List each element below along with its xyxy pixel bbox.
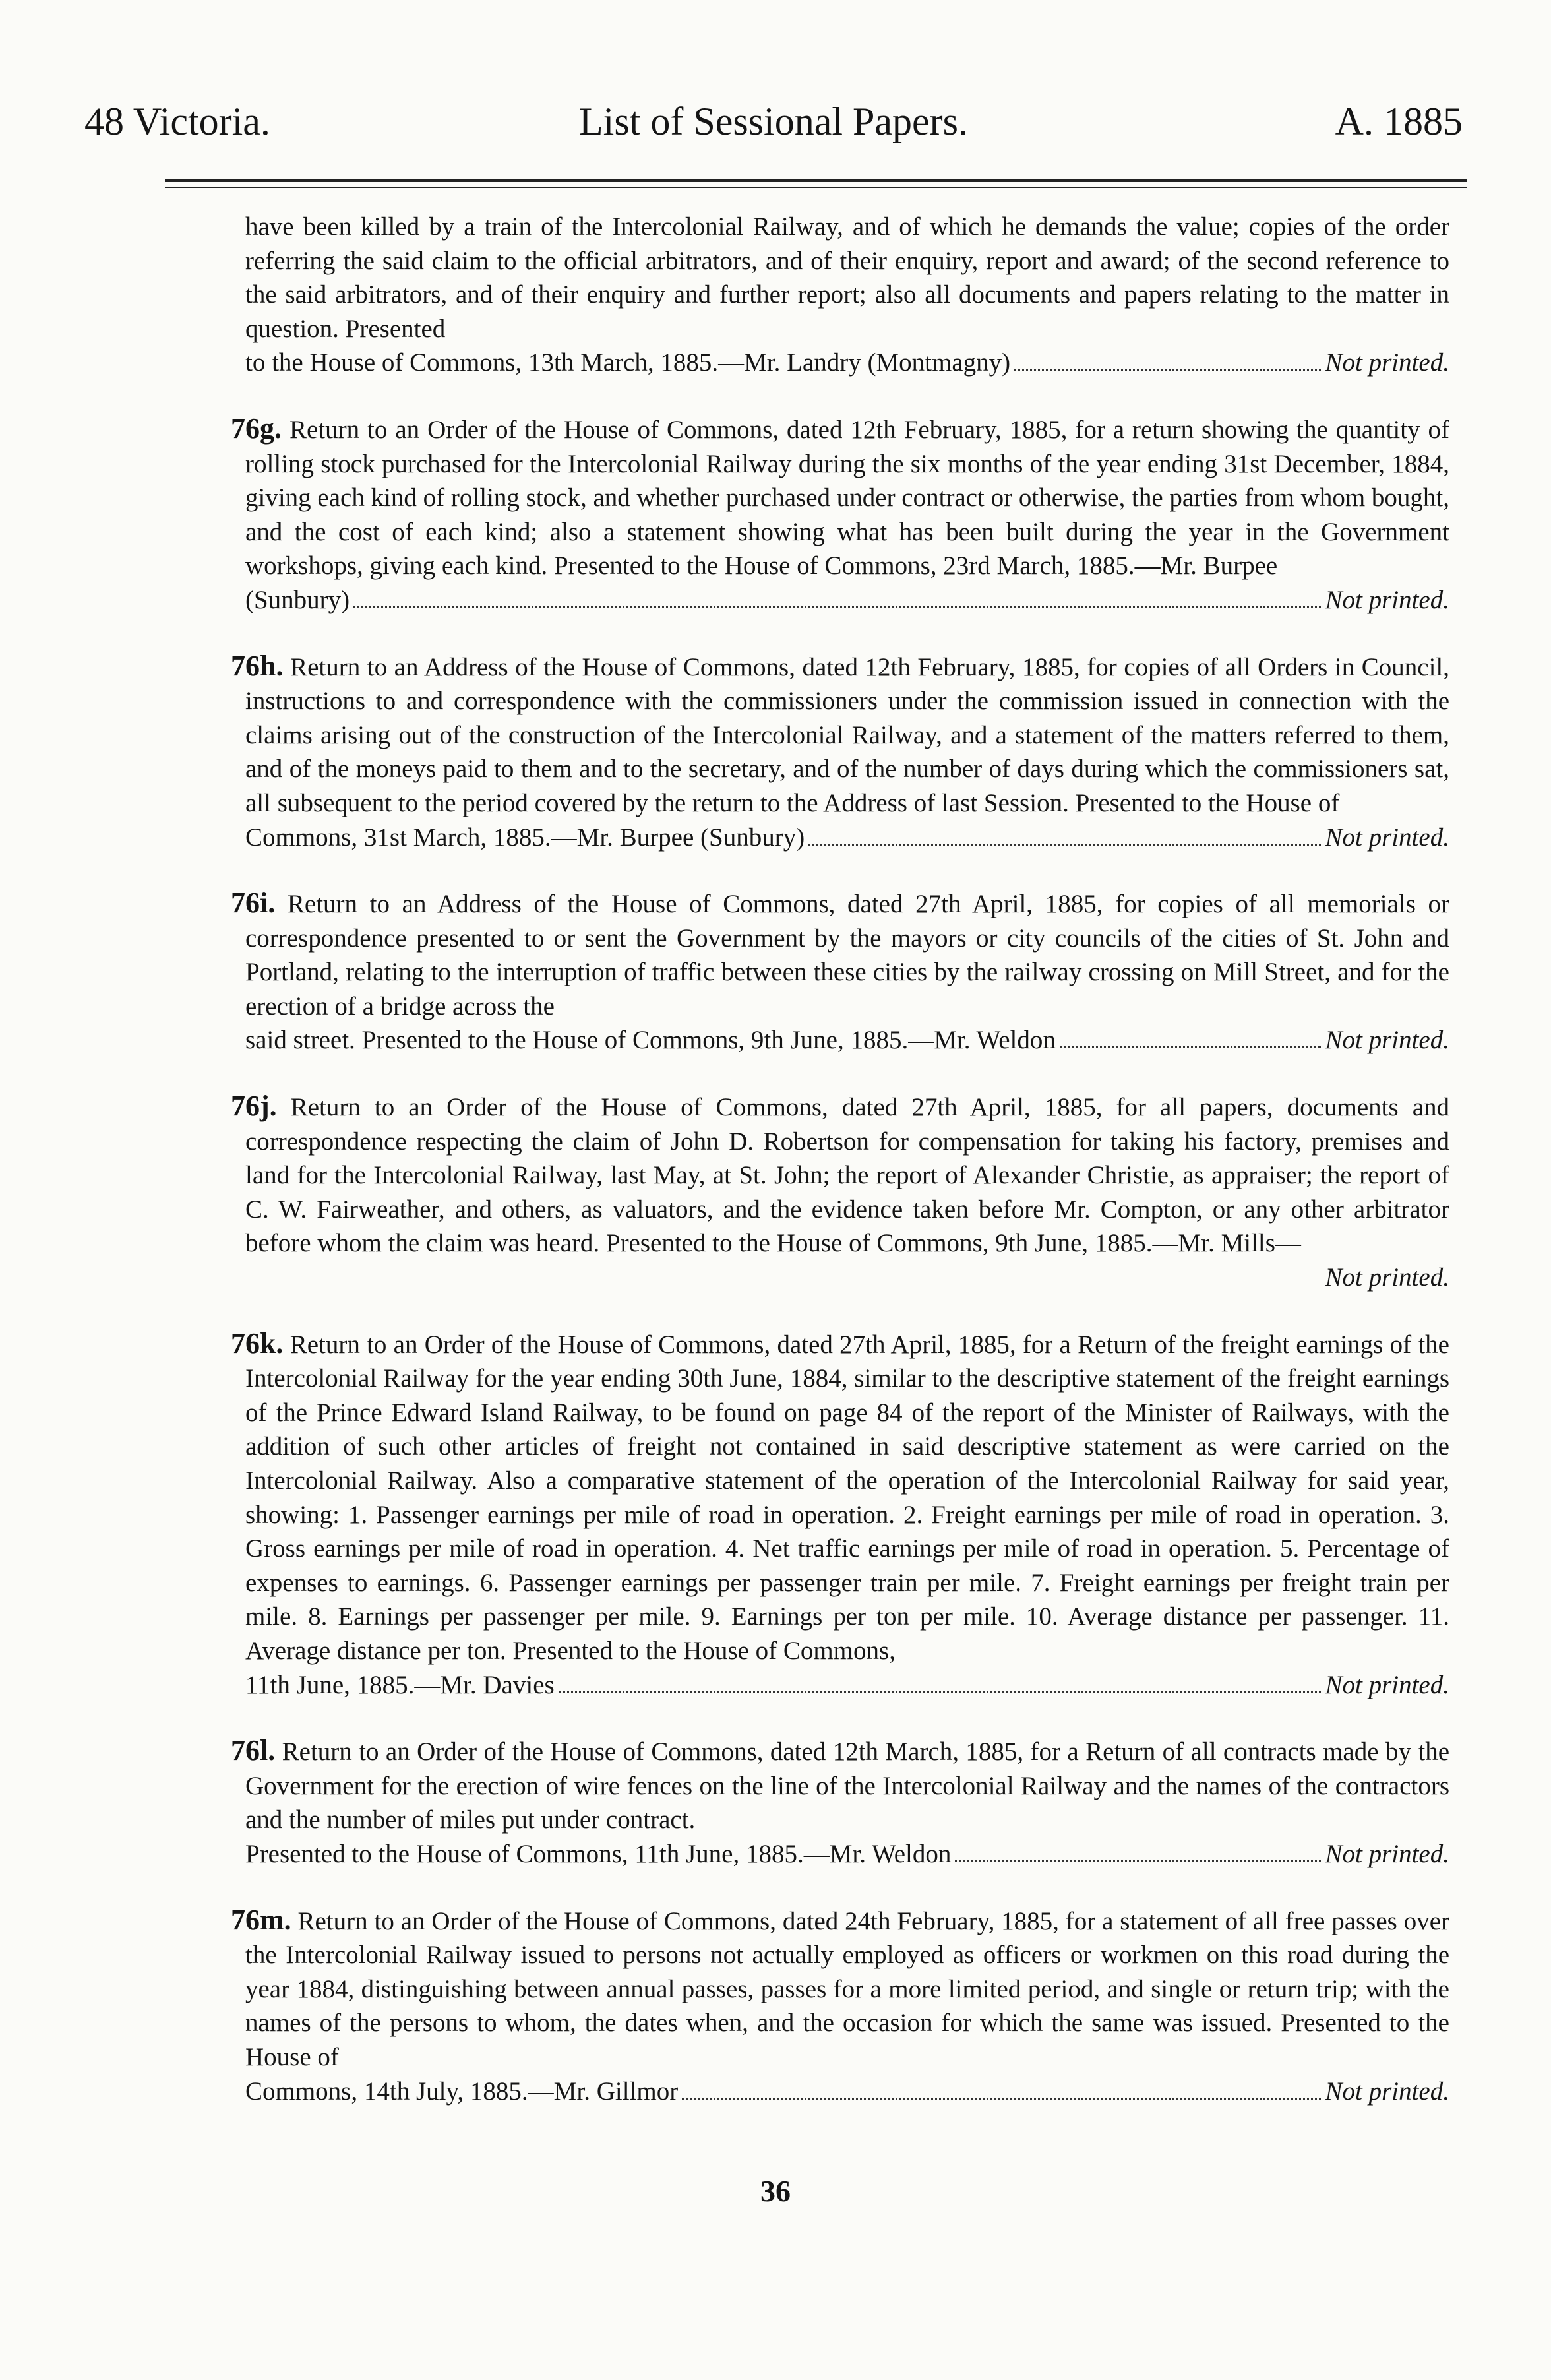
entry-76m	[231, 1903, 1449, 2109]
header-rule-thin	[165, 187, 1467, 188]
page-number: 36	[760, 2174, 791, 2208]
entry-76l	[231, 1734, 1450, 1871]
entry-number: 76j.	[231, 1090, 277, 1123]
entry-body: have been killed by a train of the Intercolonial Railway, and of which he demands the value; copies of the order referring the said claim to the official arbitrators, and of their enquiry, report and award; of the second reference to the said arbitrators, and of their enquiry and further report; also all documents and papers relating to the matter in question. Presented	[245, 212, 1449, 343]
entry-footer	[245, 1023, 1449, 1057]
entry-footer	[245, 583, 1449, 617]
entry-76j	[231, 1089, 1450, 1295]
entry-body: Return to an Order of the House of Commons, dated 12th February, 1885, for a return showing the quantity of rolling stock purchased for the Intercolonial Railway during the six months of the year ending 31st December, 1884, giving each kind of rolling stock, and whether purchased under contract or otherwise, the parties from whom bought, and the cost of each kind; also a statement showing what has been built during the year in the Government workshops, giving each kind. Presented to the House of Commons, 23rd March, 1885.—Mr. Burpee	[245, 415, 1450, 580]
entry-footer	[245, 821, 1449, 855]
entry-body: Return to an Order of the House of Commons, dated 24th February, 1885, for a statement of all free passes over the Intercolonial Railway issued to persons not actually employed as officers or workmen on this road during the year 1884, distinguishing between annual passes, passes for a more limited period, and single or return trip; with the names of the persons to whom, the dates when, and the occasion for which the same was issued. Presented to the House of	[245, 1906, 1449, 2071]
entry-status: Not printed.	[1325, 1670, 1449, 1699]
entry-last-line: (Sunbury)	[245, 585, 350, 614]
dot-leader	[955, 1860, 1321, 1862]
entry-body: Return to an Order of the House of Commons, dated 27th April, 1885, for a Return of the freight earnings of the Intercolonial Railway for the year ending 30th June, 1884, similar to the descriptive statement of the freight earnings of the Prince Edward Island Railway, to be found on page 84 of the report of the Minister of Railways, with the addition of such other articles of freight not contained in said descriptive statement as were carried on the Intercolonial Railway. Also a comparative statement of the operation of the Intercolonial Railway for said year, showing: 1. Passenger earnings per mile of road in operation. 2. Freight earnings per mile of road in operation. 3. Gross earnings per mile of road in operation. 4. Net traffic earnings per mile of road in operation. 5. Percentage of expenses to earnings. 6. Passenger earnings per passenger train per mile. 7. Freight earnings per freight train per mile. 8. Earnings per passenger per mile. 9. Earnings per ton per mile. 10. Average distance per passenger. 11. Average distance per ton. Presented to the House of Commons,	[245, 1330, 1449, 1665]
dot-leader	[1014, 369, 1321, 371]
header-session: 48 Victoria.	[84, 100, 270, 143]
entry-last-line: Commons, 31st March, 1885.—Mr. Burpee (Sunbury)	[245, 823, 805, 852]
entry-status: Not printed.	[1325, 1839, 1449, 1868]
entry-status: Not printed.	[1325, 348, 1449, 377]
entry-status: Not printed.	[1325, 585, 1449, 614]
page-header	[84, 99, 1463, 145]
dot-leader	[682, 2098, 1321, 2100]
header-title: List of Sessional Papers.	[579, 100, 968, 143]
dot-leader	[559, 1691, 1322, 1693]
entry-footer	[245, 1837, 1449, 1871]
entry-footer	[245, 2075, 1449, 2109]
entry-76k	[231, 1327, 1449, 1703]
entry-body: Return to an Order of the House of Commons, dated 27th April, 1885, for all papers, documents and correspondence respecting the claim of John D. Robertson for compensation for taking his factory, premises and land for the Intercolonial Railway, last May, at St. John; the report of Alexander Christie, as appraiser; the report of C. W. Fairweather, and others, as valuators, and the evidence taken before Mr. Compton, or any other arbitrator before whom the claim was heard. Presented to the House of Commons, 9th June, 1885.—Mr. Mills—	[245, 1093, 1450, 1258]
header-rule-thick	[165, 179, 1467, 182]
entry-76h	[231, 649, 1450, 855]
entry-number: 76g.	[231, 412, 282, 445]
entry-footer	[245, 1668, 1449, 1703]
dot-leader	[808, 844, 1321, 846]
entry-body: Return to an Address of the House of Commons, dated 27th April, 1885, for copies of all memorials or correspondence presented to or sent the Government by the mayors or city councils of the cities of St. John and Portland, relating to the interruption of traffic between these cities by the railway crossing on Mill Street, and for the erection of a bridge across the	[245, 890, 1450, 1020]
entry-last-line: to the House of Commons, 13th March, 1885.—Mr. Landry (Montmagny)	[245, 348, 1011, 377]
entry-status: Not printed.	[1325, 1026, 1449, 1055]
entry-number: 76l.	[231, 1734, 276, 1767]
entry-status: Not printed.	[1325, 823, 1449, 852]
entry-number: 76h.	[231, 649, 284, 682]
entry-number: 76m.	[231, 1903, 291, 1936]
entry-body: Return to an Address of the House of Commons, dated 12th February, 1885, for copies of all Orders in Council, instructions to and correspondence with the commissioners under the commission issued in connection with the claims arising out of the construction of the Intercolonial Railway, and a statement of the matters referred to them, and of the moneys paid to them and to the secretary, and of the number of days during which the commissioners sat, all subsequent to the period covered by the return to the Address of last Session. Presented to the House of	[245, 652, 1450, 817]
header-year: A. 1885	[1335, 100, 1463, 143]
entry-76g	[231, 412, 1450, 617]
entry-status: Not printed.	[1325, 2077, 1449, 2106]
dot-leader	[353, 606, 1321, 608]
entry-status: Not printed.	[1325, 1263, 1449, 1292]
entry-body: Return to an Order of the House of Commons, dated 12th March, 1885, for a Return of all contracts made by the Government for the erection of wire fences on the line of the Intercolonial Railway and the names of the contractors and the number of miles put under contract.	[245, 1738, 1450, 1834]
entry-last-line: Commons, 14th July, 1885.—Mr. Gillmor	[245, 2077, 679, 2106]
entry-number: 76i.	[231, 887, 276, 920]
entry-footer	[245, 346, 1449, 380]
entry-last-line: Presented to the House of Commons, 11th June, 1885.—Mr. Weldon	[245, 1839, 952, 1868]
entry-last-line: said street. Presented to the House of Commons, 9th June, 1885.—Mr. Weldon	[245, 1026, 1056, 1055]
dot-leader	[1060, 1046, 1322, 1048]
entry-76i	[231, 886, 1450, 1057]
page-content	[231, 210, 1450, 2140]
entry-continued	[245, 210, 1449, 380]
entry-number: 76k.	[231, 1327, 284, 1360]
entry-last-line: 11th June, 1885.—Mr. Davies	[245, 1670, 555, 1699]
